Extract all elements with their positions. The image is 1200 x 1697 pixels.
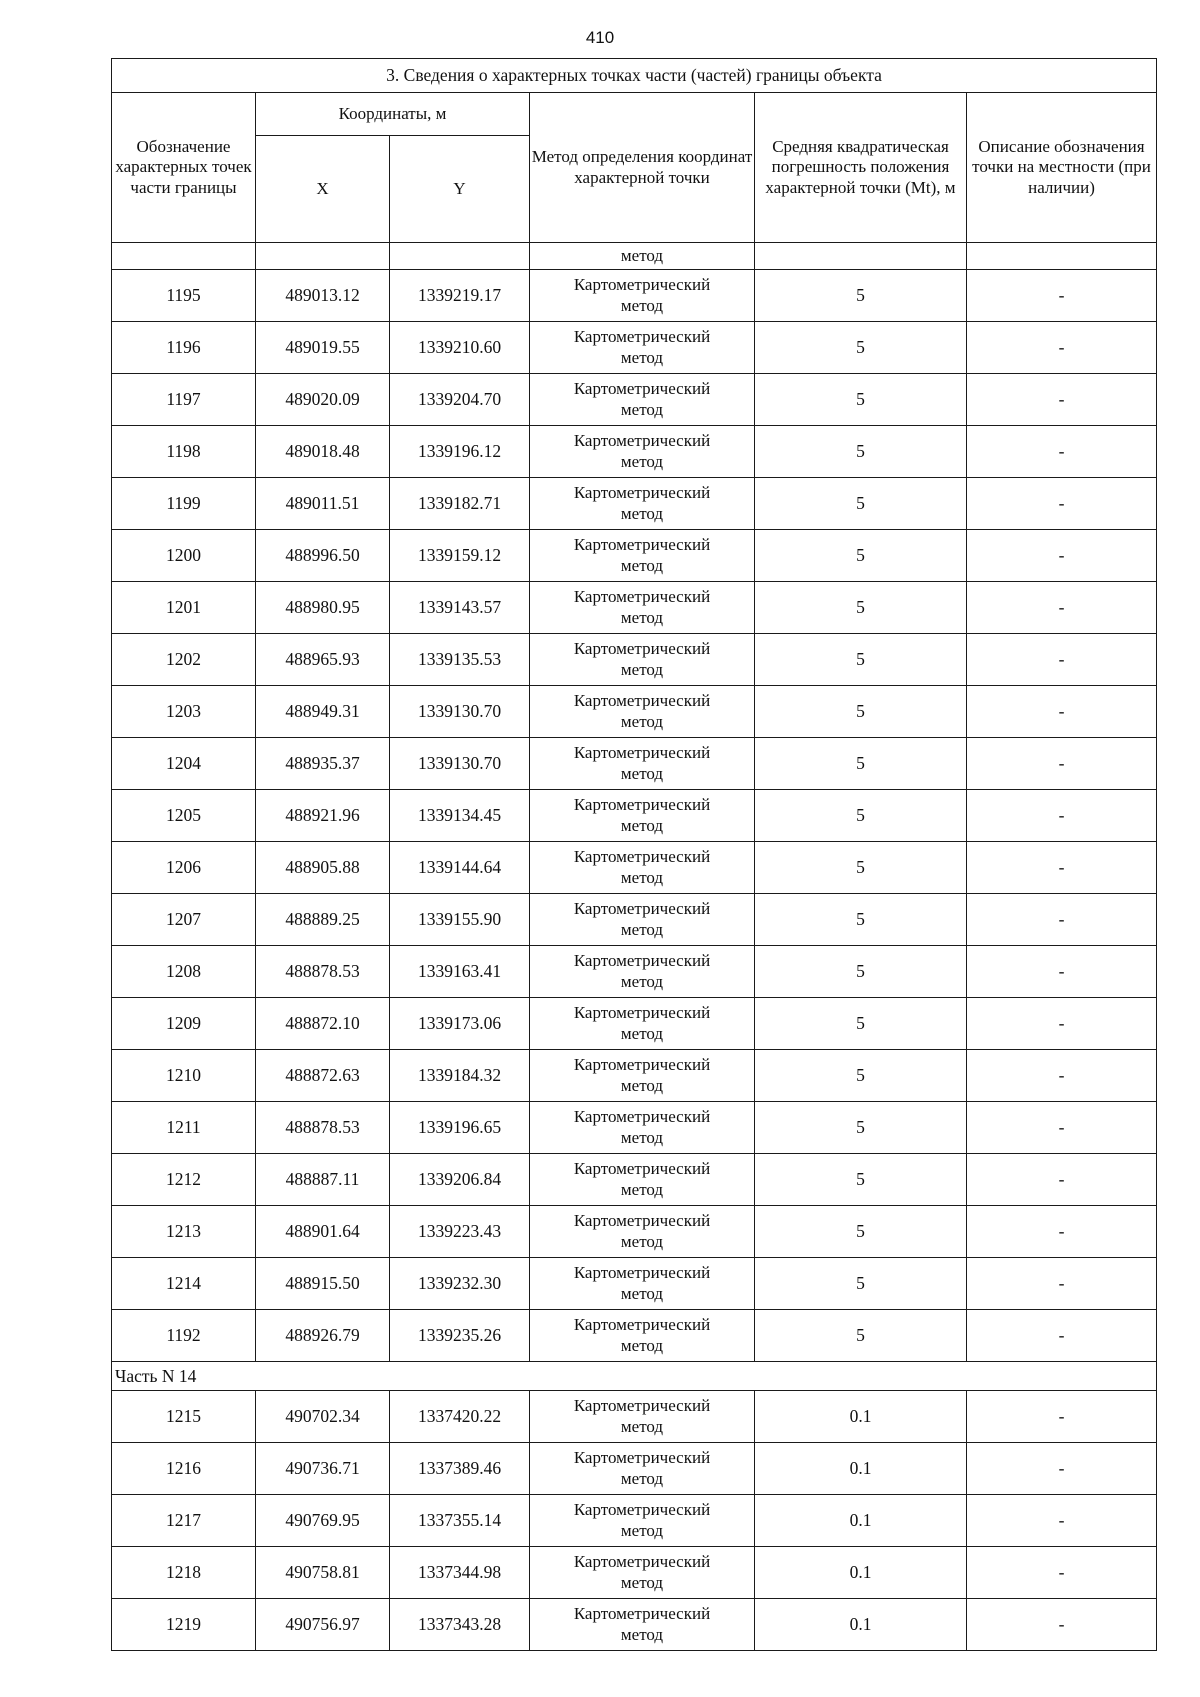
method-line-1: Картометрический xyxy=(573,483,711,503)
error-value: 5 xyxy=(755,790,967,842)
method-line-2: метод xyxy=(620,607,664,627)
method-line-2: метод xyxy=(620,659,664,679)
table-row xyxy=(112,374,1157,426)
method-cell xyxy=(530,634,755,686)
coord-x: 488965.93 xyxy=(256,634,390,686)
coord-x: 488889.25 xyxy=(256,894,390,946)
coord-y: 1339159.12 xyxy=(390,530,530,582)
table-row xyxy=(112,1599,1157,1651)
method-line-2: метод xyxy=(620,815,664,835)
coord-y: 1339173.06 xyxy=(390,998,530,1050)
coord-x: 488935.37 xyxy=(256,738,390,790)
error-value: 5 xyxy=(755,270,967,322)
coord-x: 488872.10 xyxy=(256,998,390,1050)
coord-x: 489011.51 xyxy=(256,478,390,530)
part-label: Часть N 14 xyxy=(112,1362,1157,1391)
coord-x: 490702.34 xyxy=(256,1391,390,1443)
coord-y: 1339135.53 xyxy=(390,634,530,686)
coord-y: 1339143.57 xyxy=(390,582,530,634)
point-id: 1213 xyxy=(112,1206,256,1258)
method-line-1: Картометрический xyxy=(573,639,711,659)
continuation-cell xyxy=(112,243,256,270)
coord-x: 488949.31 xyxy=(256,686,390,738)
header-coordinates: Координаты, м xyxy=(256,93,530,136)
point-id: 1205 xyxy=(112,790,256,842)
method-line-1: Картометрический xyxy=(573,327,711,347)
method-line-1: Картометрический xyxy=(573,1107,711,1127)
point-id: 1197 xyxy=(112,374,256,426)
point-id: 1215 xyxy=(112,1391,256,1443)
method-cell xyxy=(530,1495,755,1547)
header-y: Y xyxy=(390,136,530,243)
coord-y: 1337343.28 xyxy=(390,1599,530,1651)
coord-x: 488915.50 xyxy=(256,1258,390,1310)
description-value: - xyxy=(967,842,1157,894)
method-line-2: метод xyxy=(620,1520,664,1540)
method-line-2: метод xyxy=(620,1416,664,1436)
method-line-1: Картометрический xyxy=(573,1396,711,1416)
table-row xyxy=(112,1050,1157,1102)
error-value: 5 xyxy=(755,686,967,738)
coord-y: 1339196.12 xyxy=(390,426,530,478)
point-id: 1211 xyxy=(112,1102,256,1154)
error-value: 5 xyxy=(755,634,967,686)
coord-y: 1339130.70 xyxy=(390,686,530,738)
table-row xyxy=(112,478,1157,530)
method-line-2: метод xyxy=(620,711,664,731)
point-id: 1199 xyxy=(112,478,256,530)
header-error: Средняя квадратическая погрешность положения характерной точки (Mt), м xyxy=(755,93,967,243)
table-row xyxy=(112,530,1157,582)
method-cell xyxy=(530,1206,755,1258)
error-value: 5 xyxy=(755,530,967,582)
coord-y: 1339144.64 xyxy=(390,842,530,894)
coord-x: 489018.48 xyxy=(256,426,390,478)
method-line-1: Картометрический xyxy=(573,1604,711,1624)
point-id: 1204 xyxy=(112,738,256,790)
table-row xyxy=(112,634,1157,686)
table-row xyxy=(112,1495,1157,1547)
point-id: 1214 xyxy=(112,1258,256,1310)
error-value: 0.1 xyxy=(755,1391,967,1443)
coord-y: 1337355.14 xyxy=(390,1495,530,1547)
table-row xyxy=(112,1258,1157,1310)
error-value: 5 xyxy=(755,998,967,1050)
error-value: 0.1 xyxy=(755,1443,967,1495)
description-value: - xyxy=(967,738,1157,790)
table-row xyxy=(112,842,1157,894)
description-value: - xyxy=(967,1206,1157,1258)
point-id: 1219 xyxy=(112,1599,256,1651)
point-id: 1209 xyxy=(112,998,256,1050)
method-cell xyxy=(530,374,755,426)
page-number: 410 xyxy=(585,28,615,47)
method-line-1: Картометрический xyxy=(573,431,711,451)
method-cell xyxy=(530,842,755,894)
table-row xyxy=(112,582,1157,634)
header-method: Метод определения координат характерной точки xyxy=(530,93,755,243)
method-line-2: метод xyxy=(620,399,664,419)
table-row xyxy=(112,1154,1157,1206)
description-value: - xyxy=(967,426,1157,478)
method-cell xyxy=(530,894,755,946)
method-cell xyxy=(530,270,755,322)
description-value: - xyxy=(967,1599,1157,1651)
description-value: - xyxy=(967,1050,1157,1102)
coord-x: 490736.71 xyxy=(256,1443,390,1495)
table-row xyxy=(112,426,1157,478)
coord-y: 1339184.32 xyxy=(390,1050,530,1102)
table-row xyxy=(112,1391,1157,1443)
error-value: 5 xyxy=(755,374,967,426)
point-id: 1206 xyxy=(112,842,256,894)
method-line-2: метод xyxy=(620,1231,664,1251)
coord-x: 488878.53 xyxy=(256,1102,390,1154)
error-value: 5 xyxy=(755,946,967,998)
method-line-1: Картометрический xyxy=(573,743,711,763)
method-line-2: метод xyxy=(620,1179,664,1199)
table-row xyxy=(112,1206,1157,1258)
header-row-1 xyxy=(112,93,1157,136)
description-value: - xyxy=(967,686,1157,738)
description-value: - xyxy=(967,1391,1157,1443)
method-cell xyxy=(530,1050,755,1102)
error-value: 5 xyxy=(755,322,967,374)
method-line-1: Картометрический xyxy=(573,535,711,555)
coord-y: 1339206.84 xyxy=(390,1154,530,1206)
method-cell xyxy=(530,1443,755,1495)
method-line-1: Картометрический xyxy=(573,1159,711,1179)
coord-y: 1339134.45 xyxy=(390,790,530,842)
method-line-2: метод xyxy=(620,763,664,783)
coord-y: 1339204.70 xyxy=(390,374,530,426)
description-value: - xyxy=(967,1310,1157,1362)
method-line-1: Картометрический xyxy=(573,1055,711,1075)
method-line-2: метод xyxy=(620,1572,664,1592)
method-cell xyxy=(530,530,755,582)
error-value: 0.1 xyxy=(755,1599,967,1651)
point-id: 1196 xyxy=(112,322,256,374)
coord-y: 1337389.46 xyxy=(390,1443,530,1495)
coord-x: 488980.95 xyxy=(256,582,390,634)
error-value: 5 xyxy=(755,1258,967,1310)
method-cell xyxy=(530,1599,755,1651)
continuation-row xyxy=(112,243,1157,270)
point-id: 1192 xyxy=(112,1310,256,1362)
method-cell xyxy=(530,426,755,478)
coord-y: 1339223.43 xyxy=(390,1206,530,1258)
method-line-1: Картометрический xyxy=(573,1003,711,1023)
continuation-method: метод xyxy=(530,243,755,270)
error-value: 5 xyxy=(755,1050,967,1102)
point-id: 1195 xyxy=(112,270,256,322)
point-id: 1218 xyxy=(112,1547,256,1599)
table-row xyxy=(112,270,1157,322)
method-line-2: метод xyxy=(620,555,664,575)
description-value: - xyxy=(967,582,1157,634)
method-line-1: Картометрический xyxy=(573,795,711,815)
error-value: 5 xyxy=(755,738,967,790)
method-line-2: метод xyxy=(620,1023,664,1043)
coord-x: 489019.55 xyxy=(256,322,390,374)
table-row xyxy=(112,1443,1157,1495)
method-cell xyxy=(530,686,755,738)
method-line-1: Картометрический xyxy=(573,1315,711,1335)
method-line-2: метод xyxy=(620,1335,664,1355)
error-value: 0.1 xyxy=(755,1495,967,1547)
point-id: 1212 xyxy=(112,1154,256,1206)
coord-y: 1339182.71 xyxy=(390,478,530,530)
coord-x: 490769.95 xyxy=(256,1495,390,1547)
method-line-2: метод xyxy=(620,295,664,315)
description-value: - xyxy=(967,374,1157,426)
point-id: 1201 xyxy=(112,582,256,634)
method-line-2: метод xyxy=(620,1127,664,1147)
point-id: 1200 xyxy=(112,530,256,582)
error-value: 5 xyxy=(755,1102,967,1154)
coord-y: 1337420.22 xyxy=(390,1391,530,1443)
continuation-cell xyxy=(256,243,390,270)
coord-y: 1339219.17 xyxy=(390,270,530,322)
coord-x: 488872.63 xyxy=(256,1050,390,1102)
method-line-1: Картометрический xyxy=(573,1552,711,1572)
coord-y: 1339155.90 xyxy=(390,894,530,946)
table-row xyxy=(112,998,1157,1050)
point-id: 1216 xyxy=(112,1443,256,1495)
method-line-2: метод xyxy=(620,1468,664,1488)
coord-x: 488901.64 xyxy=(256,1206,390,1258)
table-row xyxy=(112,686,1157,738)
table-row xyxy=(112,790,1157,842)
description-value: - xyxy=(967,530,1157,582)
method-cell xyxy=(530,738,755,790)
description-value: - xyxy=(967,1443,1157,1495)
table-row xyxy=(112,322,1157,374)
method-line-1: Картометрический xyxy=(573,275,711,295)
description-value: - xyxy=(967,634,1157,686)
description-value: - xyxy=(967,1495,1157,1547)
error-value: 5 xyxy=(755,894,967,946)
method-line-1: Картометрический xyxy=(573,1263,711,1283)
table-row xyxy=(112,946,1157,998)
method-line-1: Картометрический xyxy=(573,951,711,971)
coord-x: 488905.88 xyxy=(256,842,390,894)
error-value: 5 xyxy=(755,1206,967,1258)
method-cell xyxy=(530,790,755,842)
method-line-1: Картометрический xyxy=(573,1448,711,1468)
table-row xyxy=(112,1310,1157,1362)
description-value: - xyxy=(967,998,1157,1050)
method-line-1: Картометрический xyxy=(573,1211,711,1231)
description-value: - xyxy=(967,1547,1157,1599)
description-value: - xyxy=(967,946,1157,998)
description-value: - xyxy=(967,478,1157,530)
coord-x: 488878.53 xyxy=(256,946,390,998)
point-id: 1217 xyxy=(112,1495,256,1547)
header-x: X xyxy=(256,136,390,243)
method-cell xyxy=(530,946,755,998)
error-value: 5 xyxy=(755,478,967,530)
coord-x: 490758.81 xyxy=(256,1547,390,1599)
method-line-2: метод xyxy=(620,867,664,887)
method-line-2: метод xyxy=(620,1075,664,1095)
method-line-2: метод xyxy=(620,503,664,523)
method-line-1: Картометрический xyxy=(573,587,711,607)
part-row xyxy=(112,1362,1157,1391)
table-row xyxy=(112,738,1157,790)
method-line-1: Картометрический xyxy=(573,379,711,399)
description-value: - xyxy=(967,1258,1157,1310)
error-value: 5 xyxy=(755,1154,967,1206)
description-value: - xyxy=(967,1102,1157,1154)
method-line-2: метод xyxy=(620,919,664,939)
method-line-2: метод xyxy=(620,971,664,991)
point-id: 1198 xyxy=(112,426,256,478)
error-value: 0.1 xyxy=(755,1547,967,1599)
coord-x: 489013.12 xyxy=(256,270,390,322)
coord-y: 1339130.70 xyxy=(390,738,530,790)
method-line-2: метод xyxy=(620,451,664,471)
method-line-1: Картометрический xyxy=(573,899,711,919)
continuation-cell xyxy=(755,243,967,270)
method-line-2: метод xyxy=(620,1283,664,1303)
continuation-cell xyxy=(390,243,530,270)
method-line-1: Картометрический xyxy=(573,847,711,867)
coord-y: 1337344.98 xyxy=(390,1547,530,1599)
description-value: - xyxy=(967,270,1157,322)
method-cell xyxy=(530,1547,755,1599)
coord-y: 1339210.60 xyxy=(390,322,530,374)
coord-x: 488996.50 xyxy=(256,530,390,582)
error-value: 5 xyxy=(755,842,967,894)
point-id: 1210 xyxy=(112,1050,256,1102)
method-cell xyxy=(530,582,755,634)
coordinates-table xyxy=(111,58,1157,1651)
method-cell xyxy=(530,1154,755,1206)
description-value: - xyxy=(967,322,1157,374)
method-cell xyxy=(530,1258,755,1310)
method-cell xyxy=(530,322,755,374)
method-line-1: Картометрический xyxy=(573,691,711,711)
description-value: - xyxy=(967,790,1157,842)
method-cell xyxy=(530,998,755,1050)
table-row xyxy=(112,1102,1157,1154)
header-point: Обозначение характерных точек части границы xyxy=(112,93,256,243)
method-line-1: Картометрический xyxy=(573,1500,711,1520)
table-title: 3. Сведения о характерных точках части (частей) границы объекта xyxy=(112,59,1157,93)
coord-x: 488887.11 xyxy=(256,1154,390,1206)
description-value: - xyxy=(967,1154,1157,1206)
method-line-2: метод xyxy=(620,347,664,367)
point-id: 1203 xyxy=(112,686,256,738)
coord-x: 490756.97 xyxy=(256,1599,390,1651)
error-value: 5 xyxy=(755,1310,967,1362)
method-cell xyxy=(530,1310,755,1362)
method-cell xyxy=(530,1391,755,1443)
coord-x: 488921.96 xyxy=(256,790,390,842)
method-cell xyxy=(530,1102,755,1154)
error-value: 5 xyxy=(755,426,967,478)
coord-y: 1339232.30 xyxy=(390,1258,530,1310)
header-description: Описание обозначения точки на местности (при наличии) xyxy=(967,93,1157,243)
method-cell xyxy=(530,478,755,530)
method-line-2: метод xyxy=(620,1624,664,1644)
point-id: 1207 xyxy=(112,894,256,946)
coord-x: 489020.09 xyxy=(256,374,390,426)
point-id: 1208 xyxy=(112,946,256,998)
coord-y: 1339163.41 xyxy=(390,946,530,998)
table-row xyxy=(112,894,1157,946)
continuation-cell xyxy=(967,243,1157,270)
table-title-row xyxy=(112,59,1157,93)
coord-y: 1339196.65 xyxy=(390,1102,530,1154)
error-value: 5 xyxy=(755,582,967,634)
description-value: - xyxy=(967,894,1157,946)
coord-x: 488926.79 xyxy=(256,1310,390,1362)
point-id: 1202 xyxy=(112,634,256,686)
table-row xyxy=(112,1547,1157,1599)
coord-y: 1339235.26 xyxy=(390,1310,530,1362)
